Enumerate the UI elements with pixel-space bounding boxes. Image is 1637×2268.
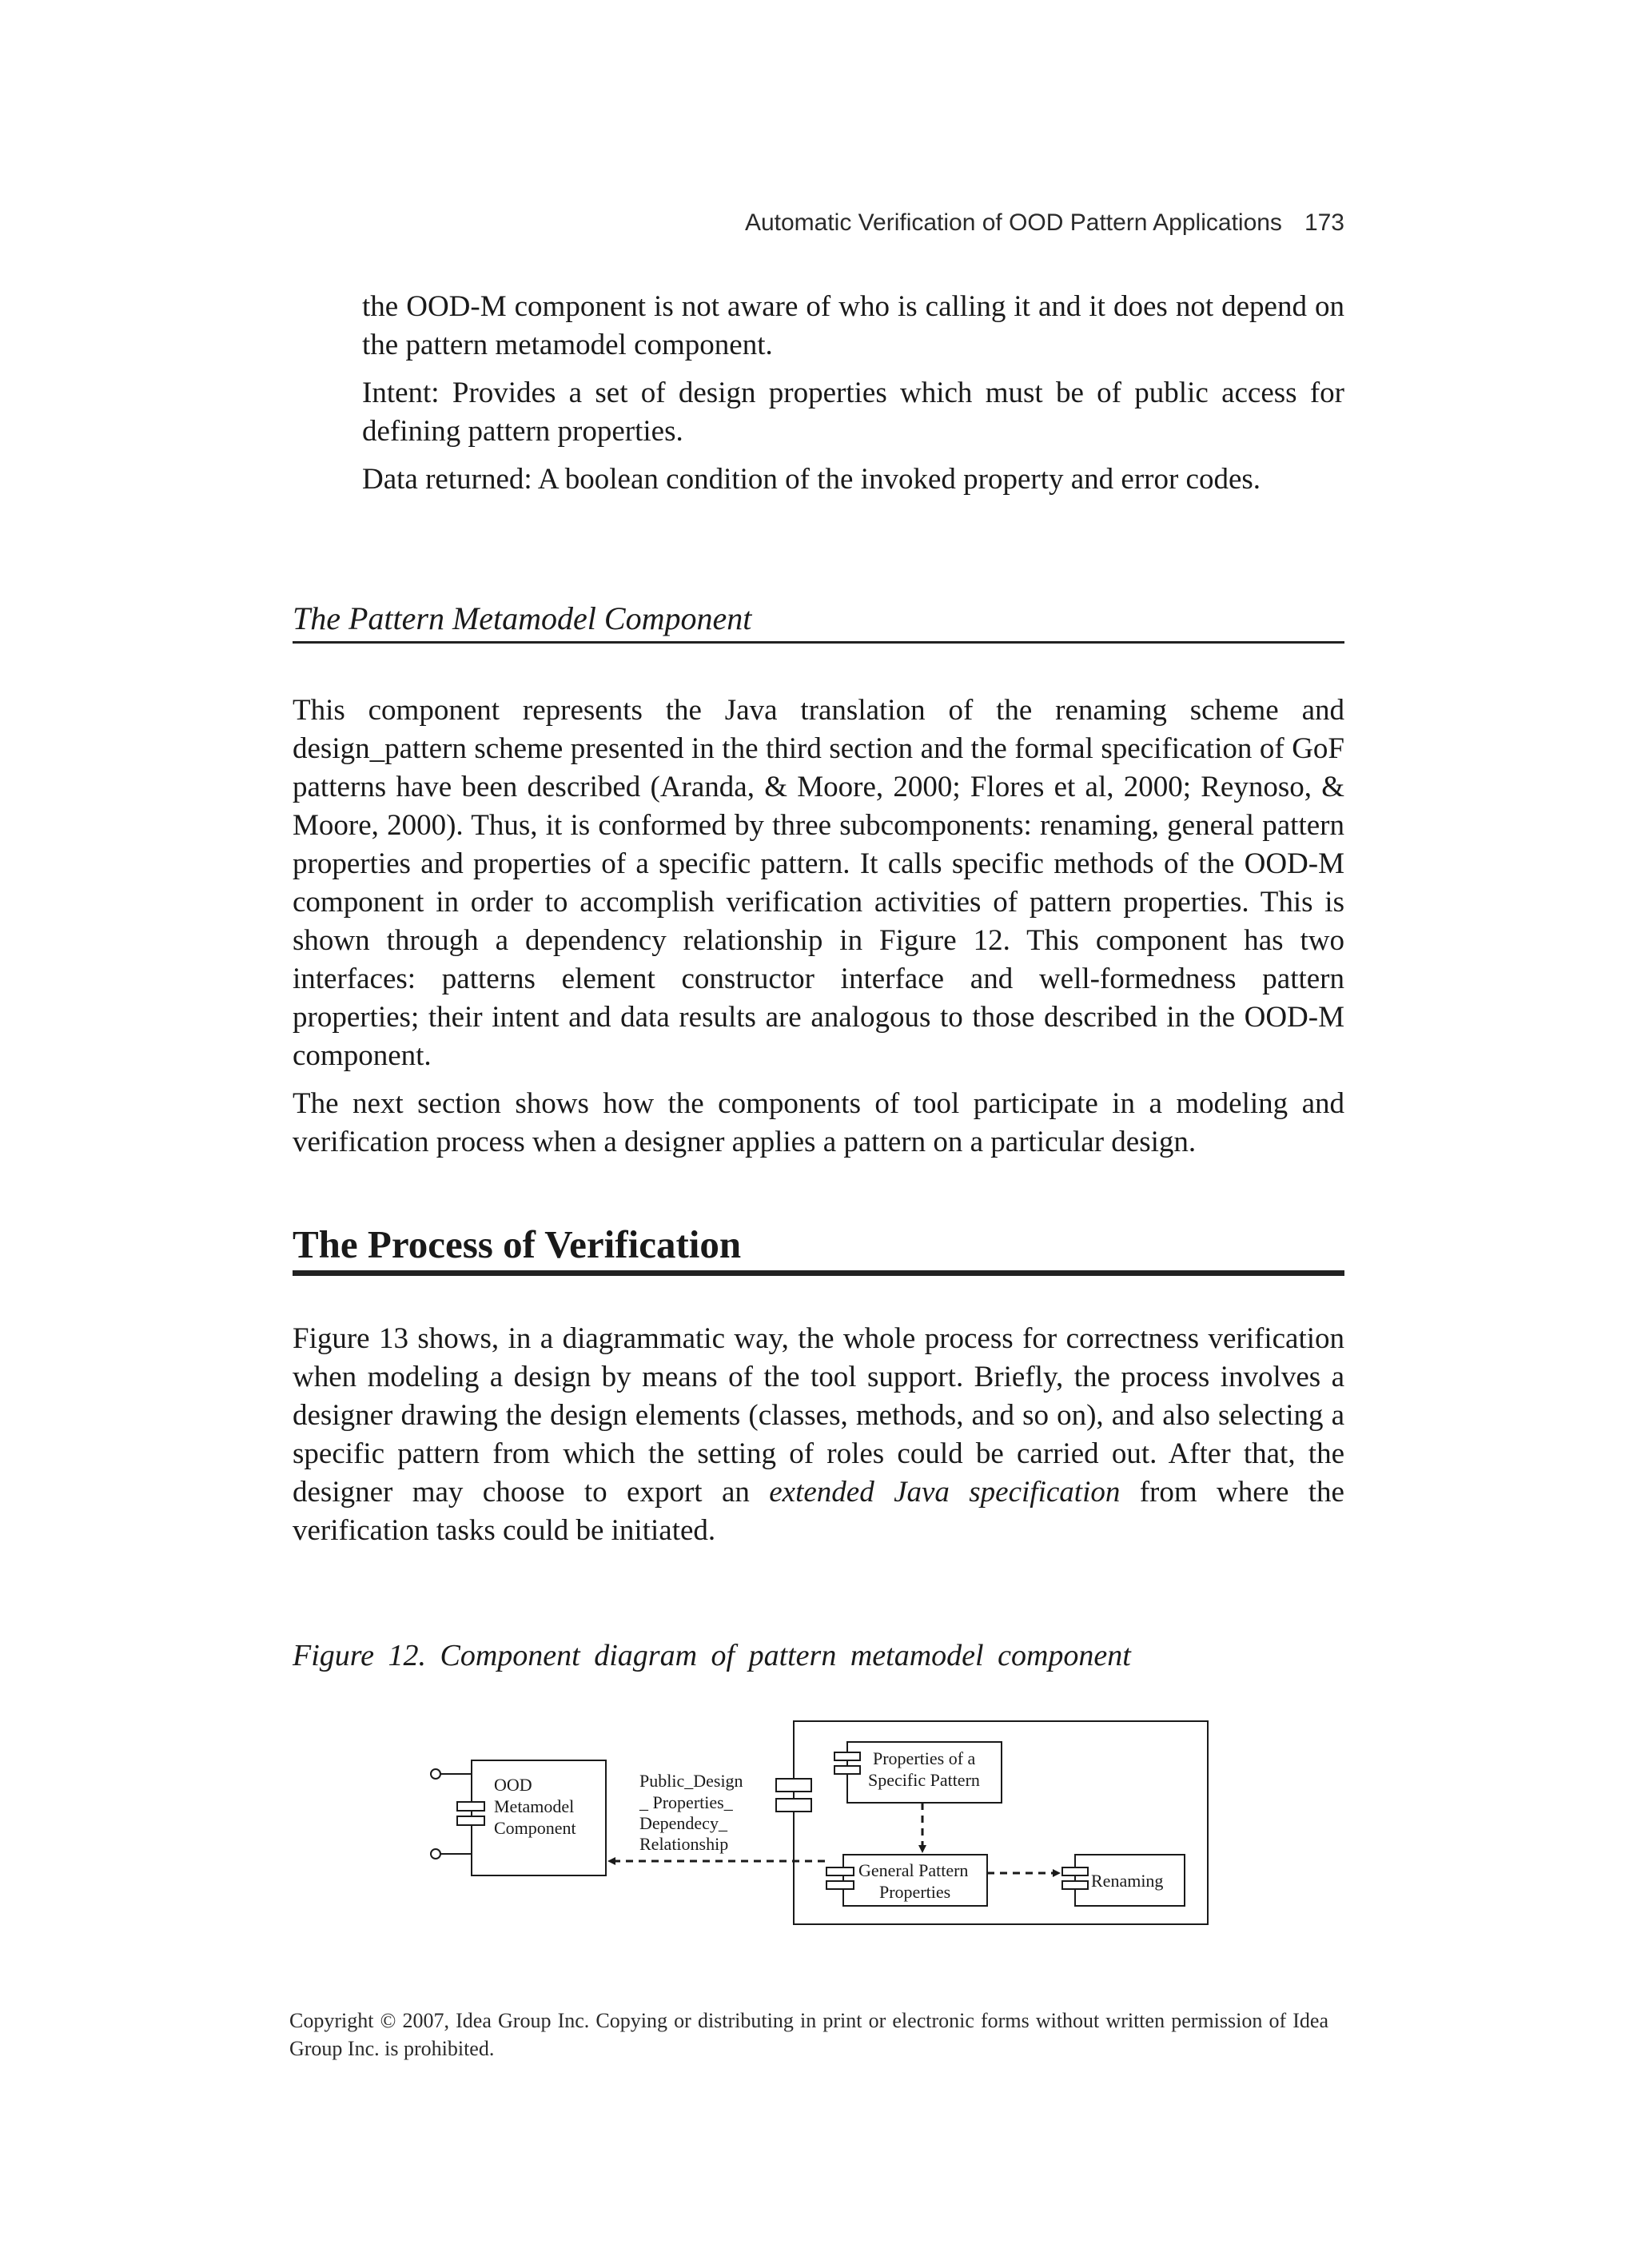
ood-label-line-1: OOD bbox=[494, 1775, 532, 1795]
subsection-heading: The Pattern Metamodel Component bbox=[293, 598, 1344, 644]
specific-pattern-component bbox=[834, 1742, 1002, 1803]
running-head-title: Automatic Verification of OOD Pattern Applications bbox=[744, 209, 1282, 236]
component-diagram-svg bbox=[416, 1711, 1215, 1935]
indented-paragraph-1: the OOD-M component is not aware of who is calling it and it does not depend on the pattern metamodel component. bbox=[362, 290, 1344, 361]
section-paragraph-italic: extended Java specification bbox=[769, 1476, 1121, 1509]
component-tab-icon bbox=[834, 1752, 860, 1760]
indented-paragraph-3: Data returned: A boolean condition of the invoked property and error codes. bbox=[362, 463, 1261, 496]
figure-caption: Figure 12. Component diagram of pattern metamodel component bbox=[293, 1639, 1131, 1672]
dependency-label bbox=[639, 1771, 743, 1854]
ood-label-line-2: Metamodel bbox=[494, 1796, 575, 1816]
running-head bbox=[679, 209, 1344, 241]
page-number: 173 bbox=[1304, 209, 1344, 236]
subsection-paragraph-2: The next section shows how the components of tool participate in a modeling and verification process when a designer applies a pattern on a particular design. bbox=[293, 1087, 1344, 1158]
subsection-body bbox=[293, 692, 1344, 1162]
dependency-label-line-4: Relationship bbox=[639, 1834, 729, 1854]
specific-pattern-line-1: Properties of a bbox=[873, 1748, 976, 1768]
interface-lollipop-icon bbox=[431, 1769, 440, 1779]
interface-lollipop-icon bbox=[431, 1849, 440, 1859]
component-tab-icon bbox=[776, 1799, 811, 1812]
subsection-paragraph-1: This component represents the Java translation of the renaming scheme and design_pattern scheme presented in the third section and the formal specification of GoF patterns have been described (Aranda, & Moore, 2000; Flores et al, 2000; Reynoso, & Moore, 2000). Thus, it is conformed by three subcomponents: renaming, general pattern properties and properties of a specific pattern. It calls specific methods of the OOD-M component in order to accomplish verification activities of pattern properties. This is shown through a dependency relationship in Figure 12. This component has two interfaces: patterns element constructor interface and well-formedness pattern properties; their intent and data results are analogous to those described in the OOD-M component. bbox=[293, 694, 1344, 1072]
component-diagram bbox=[416, 1711, 1215, 1935]
component-tab-icon bbox=[826, 1881, 854, 1889]
renaming-label: Renaming bbox=[1091, 1871, 1164, 1891]
component-tab-icon bbox=[834, 1766, 860, 1774]
component-tab-icon bbox=[776, 1779, 811, 1792]
component-tab-icon bbox=[826, 1867, 854, 1875]
indented-paragraph-2: Intent: Provides a set of design properties which must be of public access for defining pattern properties. bbox=[362, 377, 1344, 448]
component-tab-icon bbox=[457, 1816, 484, 1825]
section-heading: The Process of Verification bbox=[293, 1221, 1344, 1276]
renaming-component bbox=[1062, 1855, 1185, 1906]
component-tab-icon bbox=[1062, 1867, 1088, 1875]
dependency-label-line-3: Dependecy_ bbox=[639, 1813, 727, 1833]
section-paragraph-start: Figure 13 shows, in a diagrammatic way, the whole process for correctness verification when modeling a design by means of the tool support. Briefly, the process involves a designer drawing the design elements (classes, methods, and so on), and also selecting a specific pattern from which the setting of roles could be carried out. After that, the designer may choose to export an bbox=[293, 1322, 1344, 1509]
general-pattern-line-1: General Pattern bbox=[858, 1860, 969, 1880]
general-pattern-line-2: Properties bbox=[879, 1882, 951, 1902]
section-paragraph bbox=[293, 1320, 1344, 1550]
specific-pattern-line-2: Specific Pattern bbox=[868, 1770, 980, 1790]
copyright-notice: Copyright © 2007, Idea Group Inc. Copying or distributing in print or electronic forms without written permission of Idea Group Inc. is prohibited. bbox=[289, 2009, 1328, 2060]
dependency-label-line-2: _ Properties_ bbox=[639, 1792, 733, 1812]
general-pattern-component bbox=[826, 1855, 987, 1906]
component-tab-icon bbox=[1062, 1881, 1088, 1889]
component-tab-icon bbox=[457, 1802, 484, 1811]
ood-metamodel-component bbox=[431, 1760, 606, 1875]
indented-paragraph-block bbox=[362, 288, 1344, 499]
ood-label-line-3: Component bbox=[494, 1818, 576, 1838]
section-paragraph-end: from where the verification tasks could be initiated. bbox=[293, 1476, 1344, 1547]
section-body bbox=[293, 1320, 1344, 1550]
dependency-label-line-1: Public_Design bbox=[639, 1771, 743, 1791]
